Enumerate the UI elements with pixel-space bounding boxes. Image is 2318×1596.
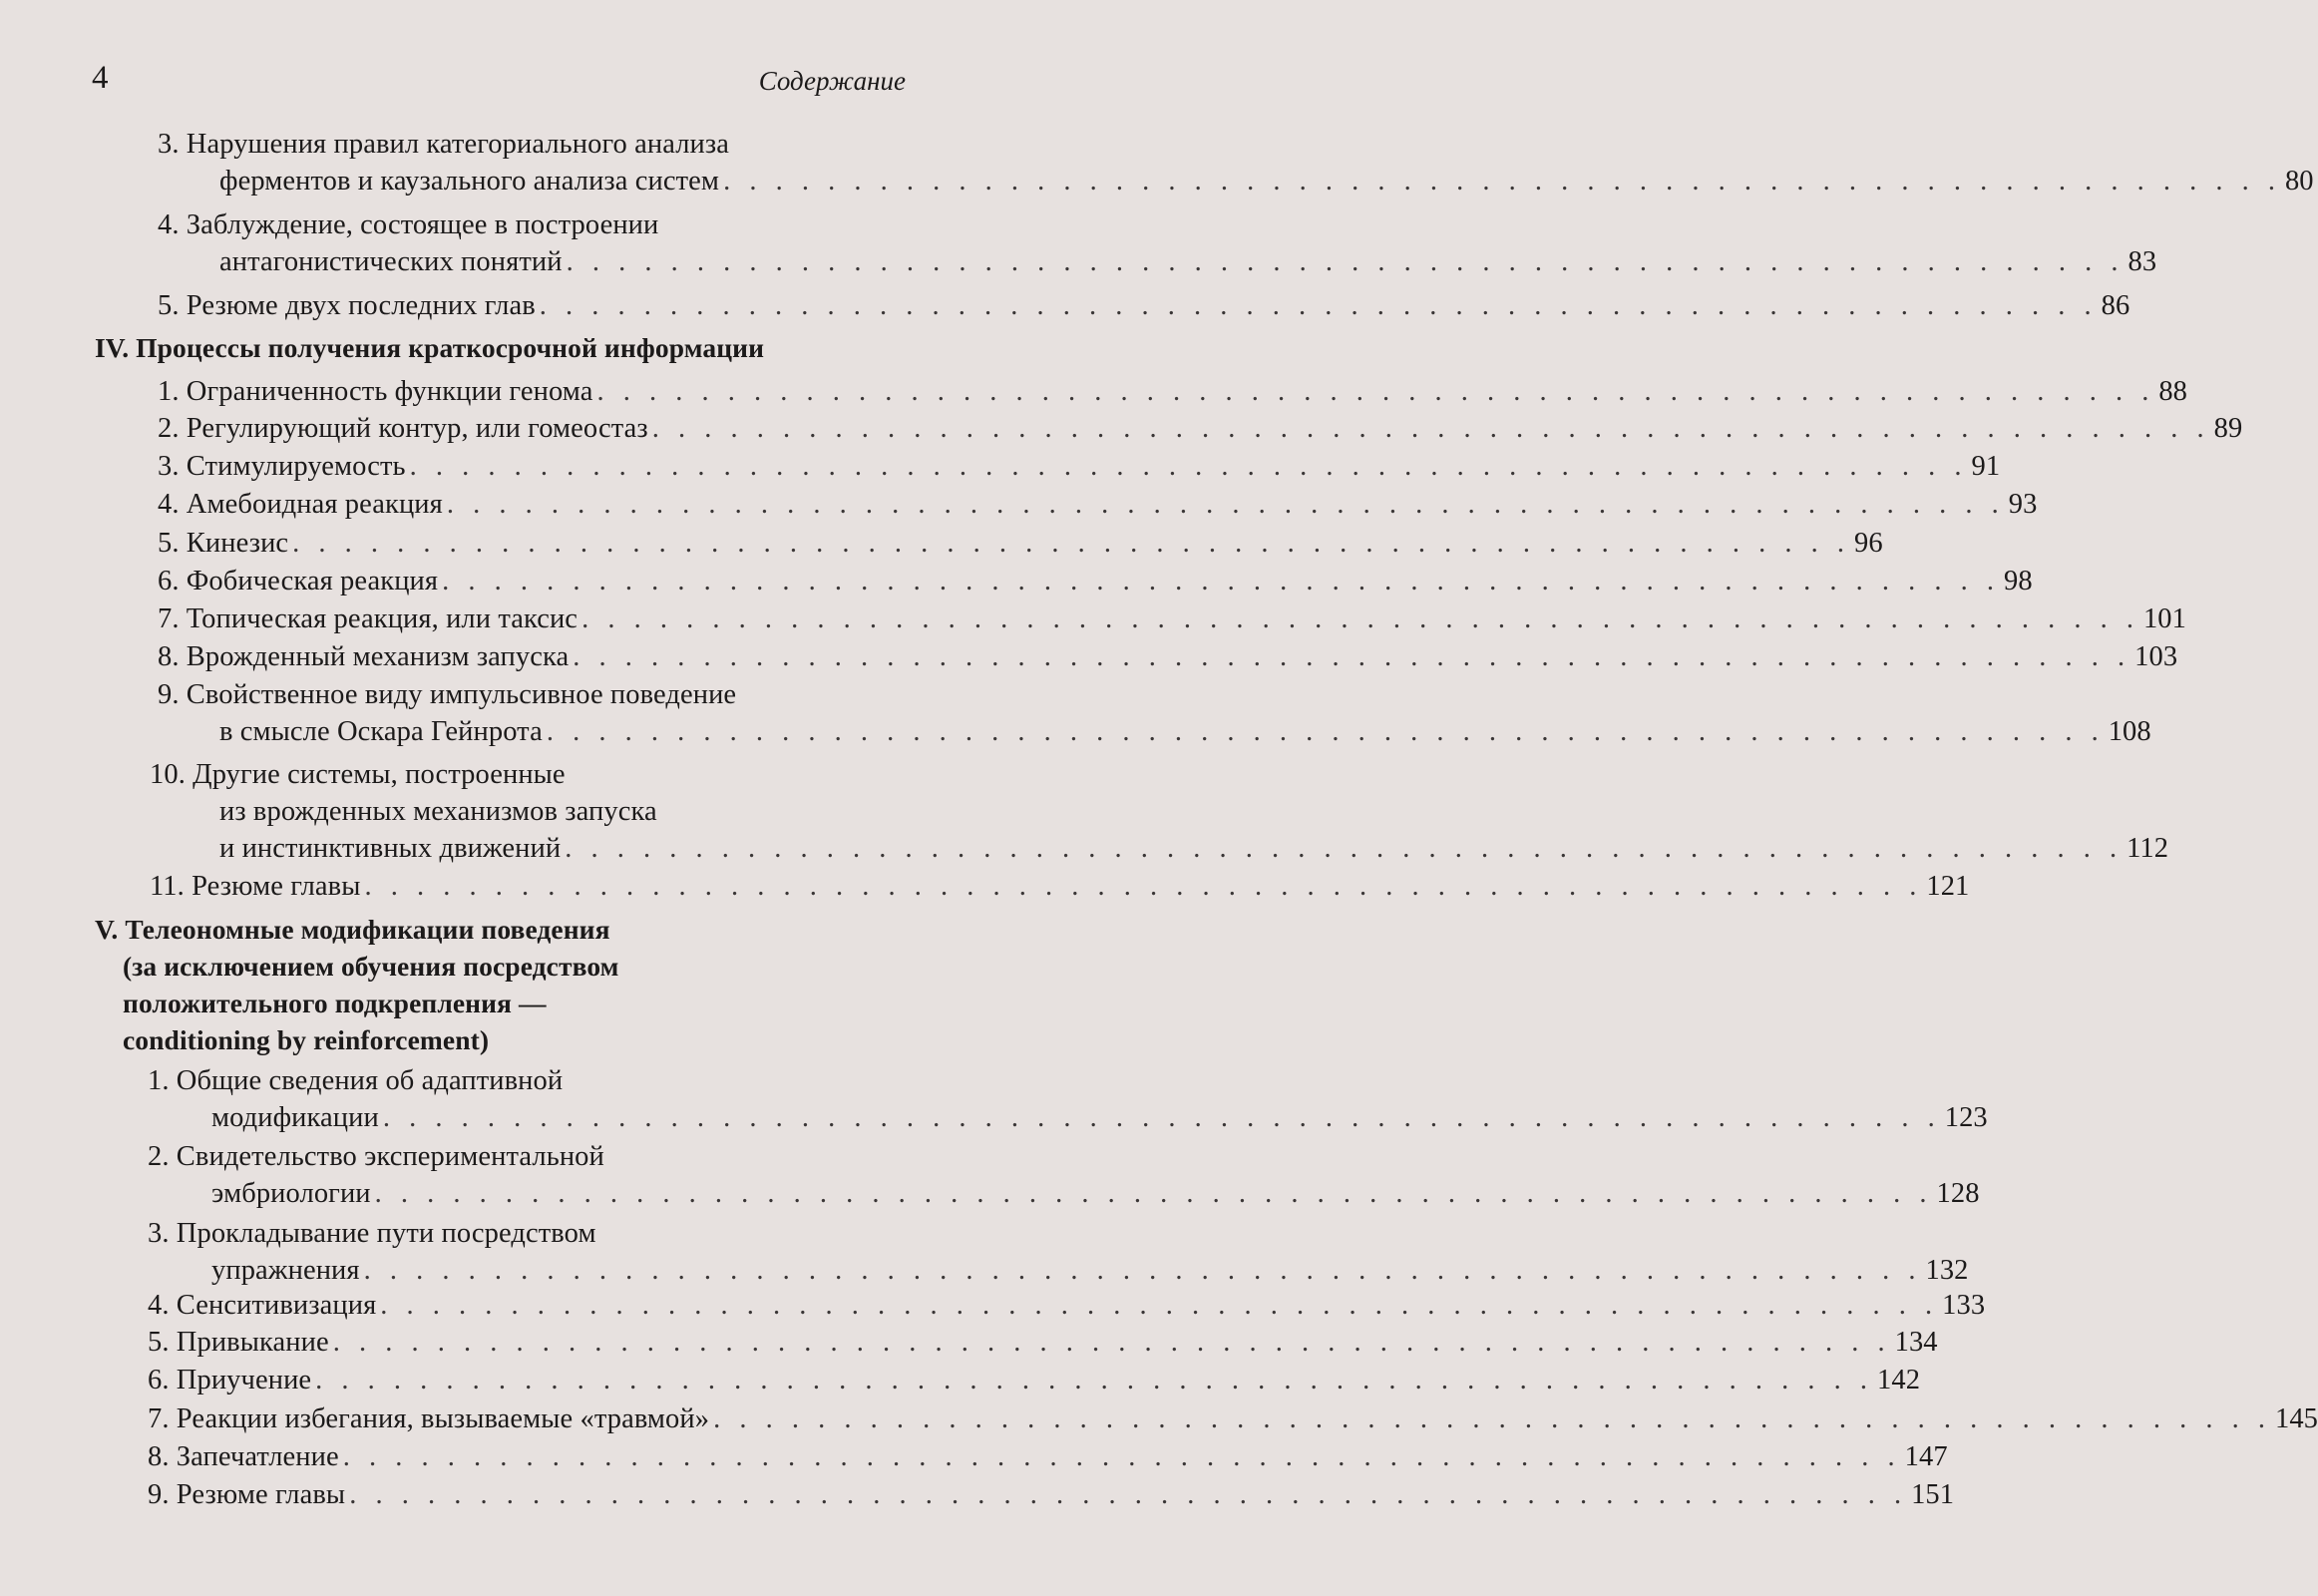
toc-entry-title: положительного подкрепления — [123, 988, 547, 1018]
toc-entry [158, 600, 2186, 638]
toc-page-number: 96 [1854, 528, 1883, 559]
dot-leader: . . . . . . . . . . . . . . . . . . . . . . . . . . . . . . . . . . . . . . . . . . . . . . . . . . . . . . . . . . . . [546, 716, 2105, 747]
toc-entry [148, 1062, 884, 1100]
toc-page-number: 89 [2213, 413, 2243, 444]
toc-entry-title: 11. Резюме главы [150, 871, 361, 902]
dot-leader: . . . . . . . . . . . . . . . . . . . . . . . . . . . . . . . . . . . . . . . . . . . . . . . . . . . . . . . . . . . . [565, 833, 2124, 864]
toc-page-number: 151 [1911, 1479, 1955, 1510]
toc-page-number: 88 [2158, 376, 2188, 407]
dot-leader: . . . . . . . . . . . . . . . . . . . . . . . . . . . . . . . . . . . . . . . . . . . . . . . . . . . . . . . . . . . . [374, 1178, 1933, 1209]
toc-entry-title: 5. Кинезис [158, 528, 289, 559]
toc-entry-title: IV. Процессы получения краткосрочной информации [95, 332, 765, 363]
toc-entry [158, 676, 884, 714]
toc-entry-title: 9. Свойственное виду импульсивное поведение [158, 679, 737, 710]
toc-entry [158, 410, 2243, 448]
toc-entry-title: (за исключением обучения посредством [123, 951, 619, 982]
toc-page-number: 142 [1877, 1365, 1921, 1396]
toc-page-number: 93 [2008, 489, 2038, 520]
dot-leader: . . . . . . . . . . . . . . . . . . . . . . . . . . . . . . . . . . . . . . . . . . . . . . . . . . . . . . . . . . . . [409, 451, 1968, 482]
toc-entry [219, 830, 2169, 868]
toc-entry-title: 5. Привыкание [148, 1327, 329, 1358]
dot-leader: . . . . . . . . . . . . . . . . . . . . . . . . . . . . . . . . . . . . . . . . . . . . . . . . . . . . . . . . . . . . [446, 489, 2005, 520]
toc-entry [219, 713, 2151, 751]
toc-entry-title: 4. Амебоидная реакция [158, 489, 443, 520]
dot-leader: . . . . . . . . . . . . . . . . . . . . . . . . . . . . . . . . . . . . . . . . . . . . . . . . . . . . . . . . . . . . [573, 641, 2131, 672]
toc-entry-title: 1. Общие сведения об адаптивной [148, 1065, 564, 1096]
dot-leader: . . . . . . . . . . . . . . . . . . . . . . . . . . . . . . . . . . . . . . . . . . . . . . . . . . . . . . . . . . . . [596, 376, 2155, 407]
toc-entry [148, 1324, 1938, 1362]
toc-entry [158, 126, 884, 164]
dot-leader: . . . . . . . . . . . . . . . . . . . . . . . . . . . . . . . . . . . . . . . . . . . . . . . . . . . . . . . . . . . . [349, 1479, 1908, 1510]
toc-entry [148, 1400, 2318, 1438]
toc-page-number: 98 [2004, 566, 2033, 597]
toc-entry-title: 2. Свидетельство экспериментальной [148, 1141, 604, 1172]
toc-page-number: 128 [1936, 1178, 1980, 1209]
toc-page-number: 101 [2142, 603, 2186, 634]
dot-leader: . . . . . . . . . . . . . . . . . . . . . . . . . . . . . . . . . . . . . . . . . . . . . . . . . . . . . . . . . . . . [315, 1365, 1874, 1396]
toc-chapter-line [95, 911, 884, 949]
toc-entry-title: 8. Запечатление [148, 1441, 339, 1472]
toc-entry-title: из врожденных механизмов запуска [219, 796, 657, 827]
toc-chapter-line [123, 985, 884, 1022]
toc-entry [158, 486, 2038, 524]
toc-entry-title: 5. Резюме двух последних глав [158, 290, 536, 321]
toc-chapter-line [123, 1021, 884, 1059]
toc-entry [211, 1252, 1969, 1290]
toc-entry-title: 3. Стимулируемость [158, 451, 406, 482]
dot-leader: . . . . . . . . . . . . . . . . . . . . . . . . . . . . . . . . . . . . . . . . . . . . . . . . . . . . . . . . . . . . [292, 528, 1851, 559]
toc-entry-title: 4. Сенситивизация [148, 1290, 377, 1321]
toc-entry-title: антагонистических понятий [219, 246, 563, 277]
toc-entry-title: 4. Заблуждение, состоящее в построении [158, 209, 659, 240]
toc-page-number: 91 [1971, 451, 2001, 482]
toc-entry [158, 287, 2130, 325]
toc-entry-title: 3. Нарушения правил категориального анализа [158, 129, 730, 160]
toc-entry-title: модификации [211, 1102, 379, 1133]
toc-entry [219, 163, 2314, 200]
dot-leader: . . . . . . . . . . . . . . . . . . . . . . . . . . . . . . . . . . . . . . . . . . . . . . . . . . . . . . . . . . . . [380, 1290, 1939, 1321]
toc-entry [148, 1138, 884, 1176]
dot-leader: . . . . . . . . . . . . . . . . . . . . . . . . . . . . . . . . . . . . . . . . . . . . . . . . . . . . . . . . . . . . [581, 603, 2139, 634]
toc-entry [148, 1438, 1948, 1476]
toc-entry [148, 1362, 1921, 1399]
toc-entry [219, 243, 2157, 281]
toc-entry [150, 868, 1970, 906]
dot-leader: . . . . . . . . . . . . . . . . . . . . . . . . . . . . . . . . . . . . . . . . . . . . . . . . . . . . . . . . . . . . [332, 1327, 1891, 1358]
toc-entry-title: conditioning by reinforcement) [123, 1024, 490, 1055]
toc-page-number: 80 [2284, 166, 2314, 197]
toc-entry-title: 9. Резюме главы [148, 1479, 346, 1510]
toc-entry-title: упражнения [211, 1255, 360, 1286]
toc-entry [148, 1215, 884, 1253]
toc-page-number: 83 [2127, 246, 2157, 277]
toc-page-number: 108 [2108, 716, 2151, 747]
toc-page-number: 86 [2101, 290, 2130, 321]
toc-entry [158, 448, 2001, 486]
toc-entry [211, 1099, 1988, 1137]
toc-entry-title: 6. Приучение [148, 1365, 312, 1396]
dot-leader: . . . . . . . . . . . . . . . . . . . . . . . . . . . . . . . . . . . . . . . . . . . . . . . . . . . . . . . . . . . . [539, 290, 2098, 321]
dot-leader: . . . . . . . . . . . . . . . . . . . . . . . . . . . . . . . . . . . . . . . . . . . . . . . . . . . . . . . . . . . . [342, 1441, 1901, 1472]
toc-page-number: 103 [2134, 641, 2178, 672]
toc-entry-title: 3. Прокладывание пути посредством [148, 1218, 596, 1249]
toc-entry-title: ферментов и каузального анализа систем [219, 166, 720, 197]
dot-leader: . . . . . . . . . . . . . . . . . . . . . . . . . . . . . . . . . . . . . . . . . . . . . . . . . . . . . . . . . . . . [723, 166, 2281, 197]
toc-page-number: 133 [1942, 1290, 1986, 1321]
toc-page-number: 134 [1894, 1327, 1938, 1358]
toc-entry-title: V. Телеономные модификации поведения [95, 914, 610, 945]
page-number: 4 [92, 60, 109, 96]
running-title: Содержание [758, 66, 906, 96]
dot-leader: . . . . . . . . . . . . . . . . . . . . . . . . . . . . . . . . . . . . . . . . . . . . . . . . . . . . . . . . . . . . [442, 566, 2000, 597]
toc-chapter-line [123, 948, 884, 986]
toc-entry-title: в смысле Оскара Гейнрота [219, 716, 543, 747]
toc-entry-title: 8. Врожденный механизм запуска [158, 641, 570, 672]
toc-entry-title: 7. Реакции избегания, вызываемые «травмой» [148, 1403, 710, 1434]
toc-page-number: 121 [1926, 871, 1970, 902]
dot-leader: . . . . . . . . . . . . . . . . . . . . . . . . . . . . . . . . . . . . . . . . . . . . . . . . . . . . . . . . . . . . [363, 1255, 1922, 1286]
dot-leader: . . . . . . . . . . . . . . . . . . . . . . . . . . . . . . . . . . . . . . . . . . . . . . . . . . . . . . . . . . . . [651, 413, 2210, 444]
toc-entry [219, 793, 884, 831]
toc-page-number: 123 [1944, 1102, 1988, 1133]
toc-entry [148, 1287, 1986, 1325]
dot-leader: . . . . . . . . . . . . . . . . . . . . . . . . . . . . . . . . . . . . . . . . . . . . . . . . . . . . . . . . . . . . [566, 246, 2125, 277]
toc-entry-title: 1. Ограниченность функции генома [158, 376, 593, 407]
toc-entry-title: 7. Топическая реакция, или таксис [158, 603, 579, 634]
toc-page-number: 145 [2274, 1403, 2318, 1434]
toc-page-number: 112 [2126, 833, 2169, 864]
toc-entry [148, 1476, 1955, 1514]
toc-entry-title: 10. Другие системы, построенные [150, 759, 566, 790]
toc-entry-title: 6. Фобическая реакция [158, 566, 439, 597]
toc-entry-title: 2. Регулирующий контур, или гомеостаз [158, 413, 648, 444]
toc-page-number: 132 [1925, 1255, 1969, 1286]
toc-page-number: 147 [1904, 1441, 1948, 1472]
dot-leader: . . . . . . . . . . . . . . . . . . . . . . . . . . . . . . . . . . . . . . . . . . . . . . . . . . . . . . . . . . . . [713, 1403, 2271, 1434]
dot-leader: . . . . . . . . . . . . . . . . . . . . . . . . . . . . . . . . . . . . . . . . . . . . . . . . . . . . . . . . . . . . [364, 871, 1923, 902]
toc-entry-title: эмбриологии [211, 1178, 371, 1209]
toc-entry [158, 563, 2033, 600]
toc-entry [158, 206, 884, 244]
toc-chapter-line [95, 329, 884, 367]
toc-entry [158, 638, 2178, 676]
toc-entry [150, 756, 884, 794]
toc-entry [211, 1175, 1980, 1213]
dot-leader: . . . . . . . . . . . . . . . . . . . . . . . . . . . . . . . . . . . . . . . . . . . . . . . . . . . . . . . . . . . . [382, 1102, 1941, 1133]
toc-entry-title: и инстинктивных движений [219, 833, 562, 864]
toc-entry [158, 373, 2188, 411]
toc-entry [158, 525, 1883, 563]
